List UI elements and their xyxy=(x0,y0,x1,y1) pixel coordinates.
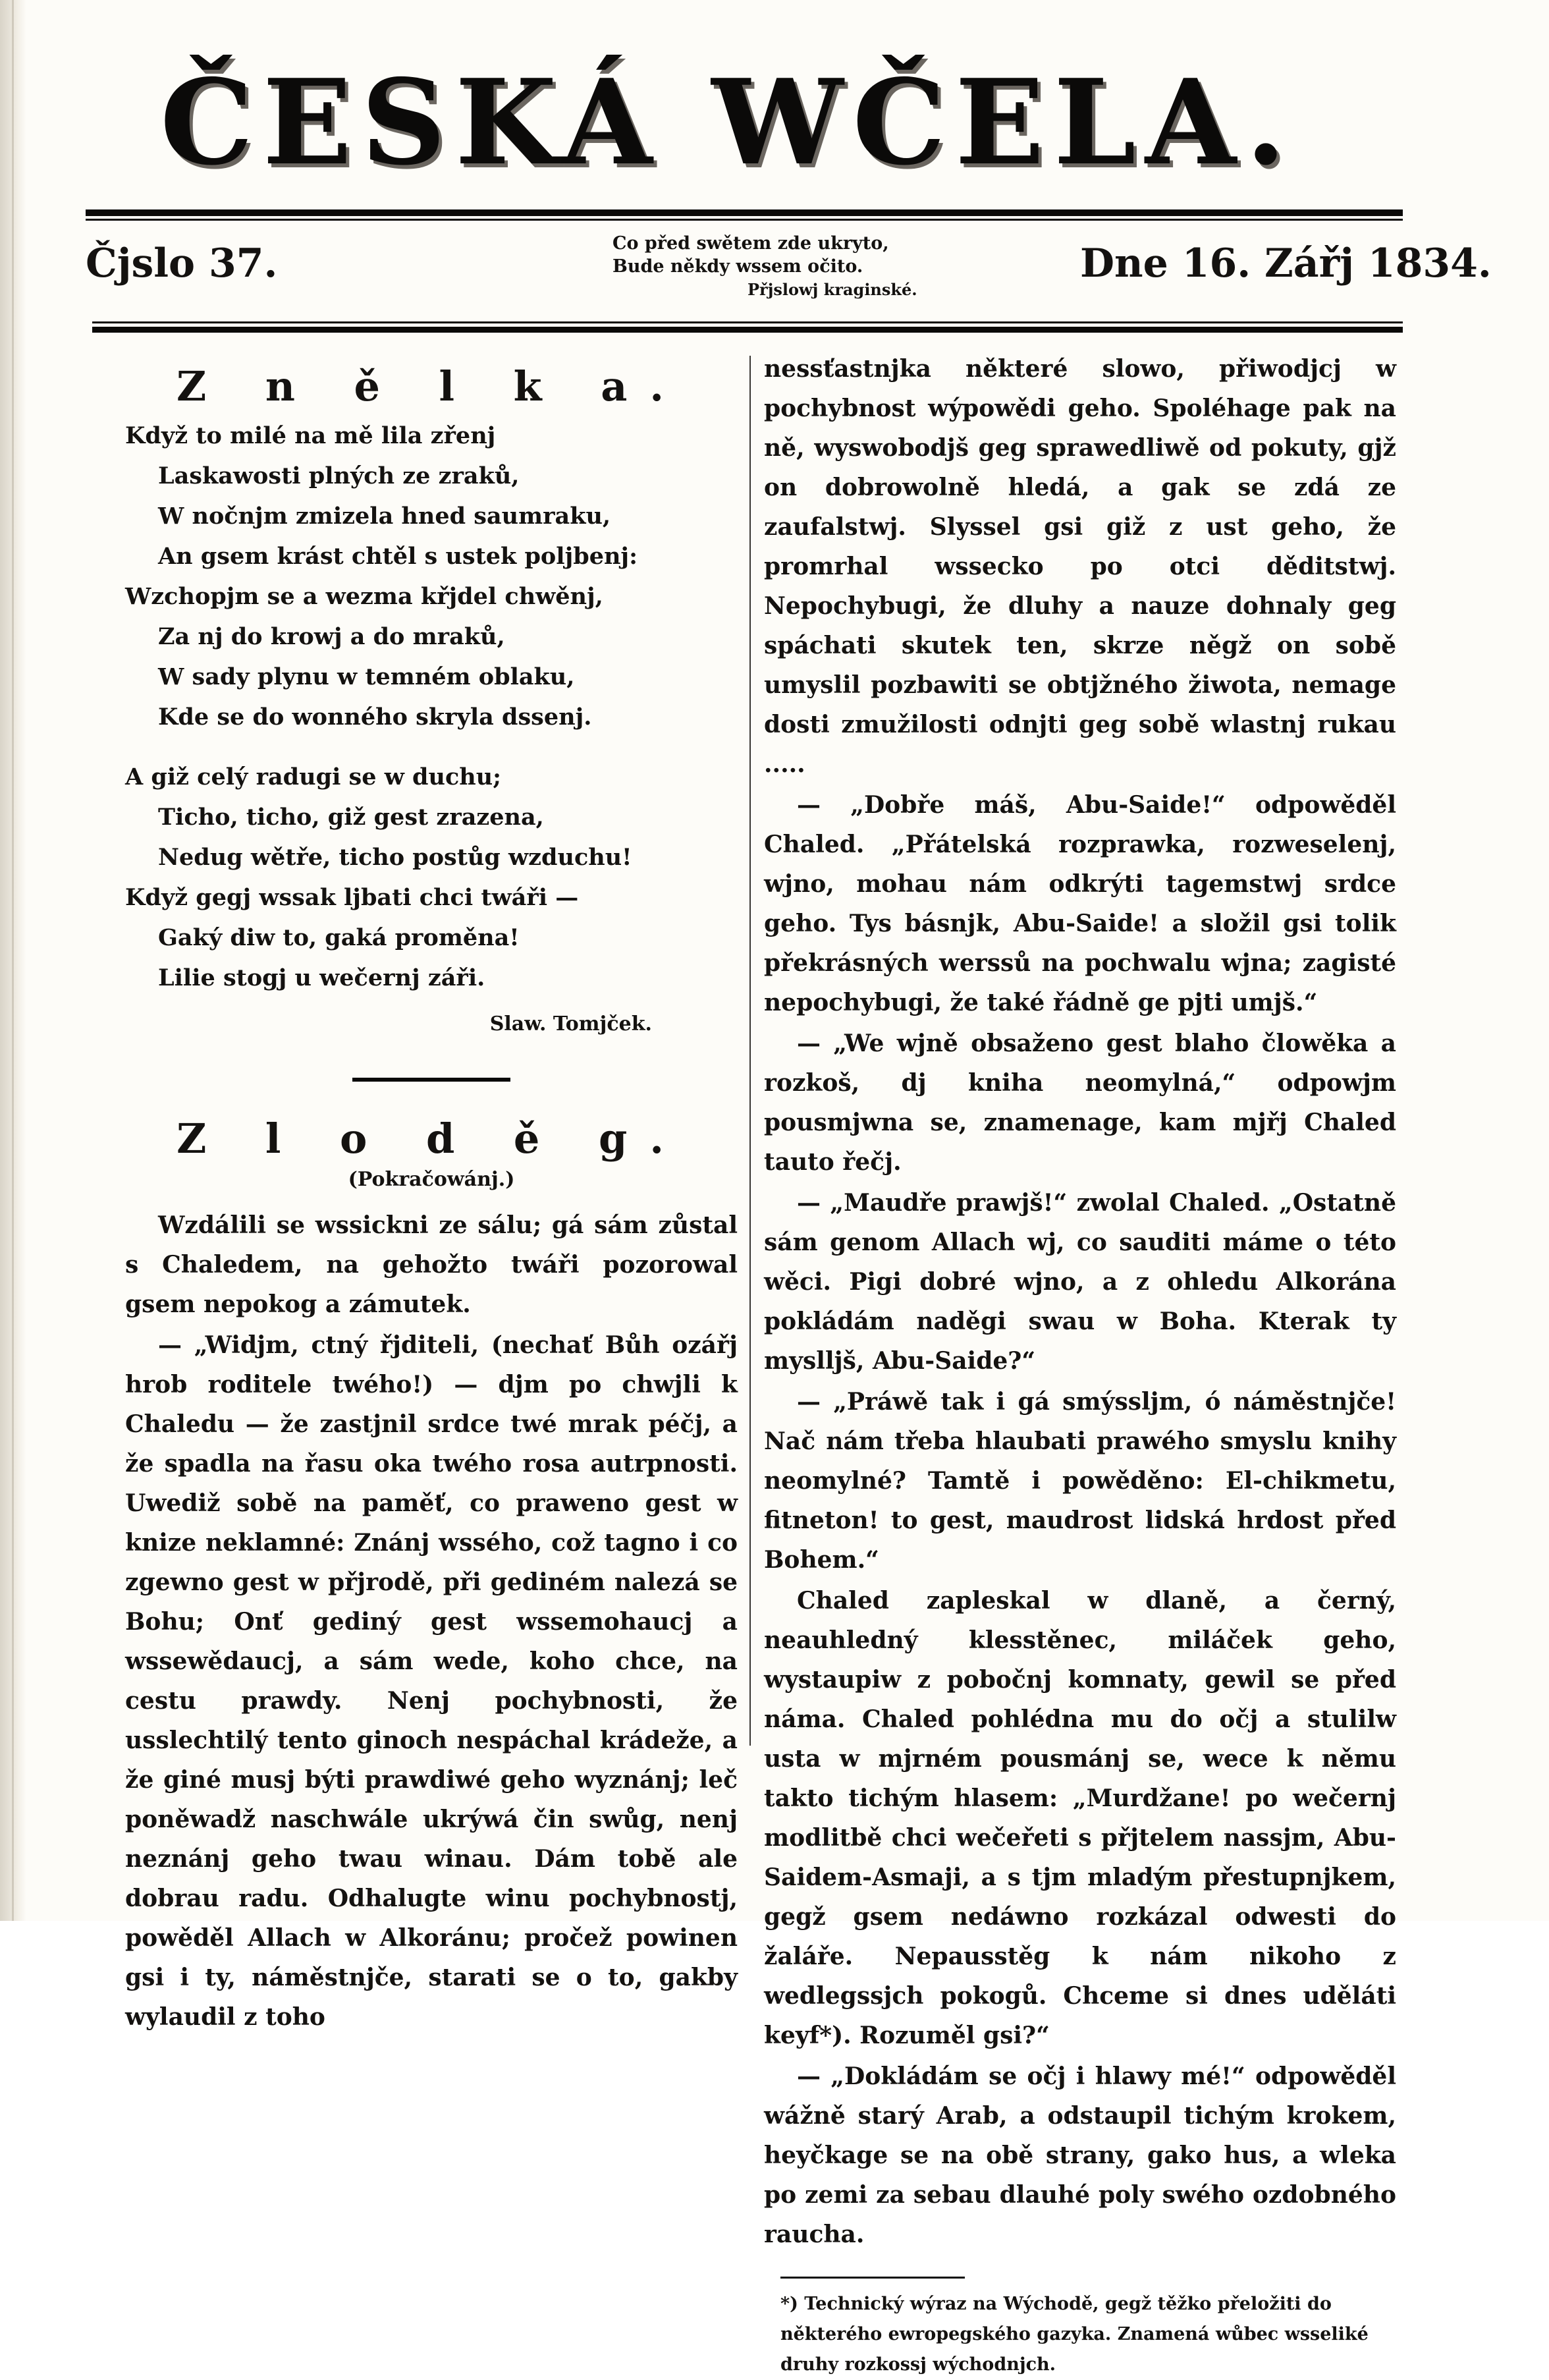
poem-line: Nedug wětře, ticho postůg wzduchu! xyxy=(158,844,632,871)
story-left-text xyxy=(125,1205,738,2037)
issue-number: Čjslo 37. xyxy=(86,240,278,287)
left-column xyxy=(125,349,738,2038)
header-rule-top-thin xyxy=(86,219,1403,221)
motto xyxy=(612,232,929,301)
masthead xyxy=(151,53,1304,191)
poem-line: W nočnjm zmizela hned saumraku, xyxy=(158,503,611,530)
footnote-rule xyxy=(780,2277,965,2279)
paragraph: — „Dokládám se očj i hlawy mé!“ odpowěděl wážně starý Arab, a odstaupil tichým krokem, heyčkage se na obě strany, gako hus, a wleka po zemi za sebau dlauhé poly swého ozdobného raucha. xyxy=(764,2062,1396,2248)
story-title: Z l o d ě g. xyxy=(177,1115,686,1163)
paragraph: Wzdálili se wssickni ze sálu; gá sám zůstal s Chaledem, na gehožto twáři pozorowal gsem nepokog a zámutek. xyxy=(125,1211,738,1318)
poem-line: Wzchopjm se a wezma křjdel chwěnj, xyxy=(125,583,603,610)
poem-title: Z n ě l k a. xyxy=(177,362,686,410)
paragraph: nessťastnjka některé slowo, přiwodjcj w pochybnost wýpowědi geho. Spoléhage pak na ně, wyswobodjš geg sprawedliwě od pokuty, gjž on dobrowolně hledá, a gak se zdá ze zaufalstwj. Slyssel gsi giž z ust geho, že promrhal wssecko po otci děditstwj. Nepochybugi, že dluhy a nauze dohnaly geg spáchati skutek ten, skrze něgž on sobě umyslil pozbawiti se obtjžného žiwota, nemage dosti zmužilosti odnjti geg sobě wlastnj rukau ..... xyxy=(764,355,1396,778)
poem-author: Slaw. Tomjček. xyxy=(489,1012,652,1036)
motto-line-2: Bude někdy wssem očito. xyxy=(612,256,863,277)
right-column xyxy=(764,349,1396,2380)
paragraph: Chaled zapleskal w dlaně, a černý, neauhledný klesstěnec, miláček geho, wystaupiw z pobočnj komnaty, gewil se před náma. Chaled pohlédna mu do očj a stulilw usta w mjrném pousmánj se, wece k němu takto tichým hlasem: „Murdžane! po wečernj modlitbě chci wečeřeti s přjtelem nassjm, Abu-Saidem-Asmaji, a s tjm mladým přestupnjkem, gegž gsem nedáwno rozkázal odwesti do žaláře. Nepausstěg k nám nikoho z wedlegssjch pokogů. Chceme si dnes uděláti keyf*). Rozuměl gsi?“ xyxy=(764,1587,1396,2049)
section-divider xyxy=(352,1078,510,1082)
poem-line: Lilie stogj u wečernj záři. xyxy=(158,964,485,991)
binding-edge xyxy=(0,0,26,1921)
poem-body xyxy=(125,416,738,998)
paragraph: — „Práwě tak i gá smýssljm, ó náměstnjče! Nač nám třeba hlaubati prawého smyslu knihy neomylné? Tamtě i powěděno: El-chikmetu, fitneton! to gest, maudrost lidská hrdost před Bohem.“ xyxy=(764,1388,1396,1574)
poem-line: Kde se do wonného skryla dssenj. xyxy=(158,704,592,731)
issue-date: Dne 16. Zářj 1834. xyxy=(1080,240,1492,287)
story-subtitle: (Pokračowánj.) xyxy=(348,1168,515,1191)
poem-line: An gsem krást chtěl s ustek poljbenj: xyxy=(158,543,638,570)
header-rule-bottom xyxy=(92,327,1403,333)
header-rule-bottom-thin xyxy=(92,321,1403,323)
poem-line: Když gegj wssak ljbati chci twáři — xyxy=(125,884,579,911)
poem-line: Za nj do krowj a do mraků, xyxy=(158,623,505,650)
motto-line-1: Co před swětem zde ukryto, xyxy=(612,233,889,254)
poem-line: A giž celý radugi se w duchu; xyxy=(125,763,502,790)
paragraph: — „Widjm, ctný řjditeli, (nechať Bůh ozářj hrob roditele twého!) — djm po chwjli k Chaledu — že zastjnil srdce twé mrak péčj, a že spadla na řasu oka twého rosa autrpnosti. Uwediž sobě na paměť, co praweno gest w knize neklamné: Znánj wssého, což tagno i co zgewno gest w přjrodě, při gediném nalezá se Bohu; Onť gediný gest wssemohaucj a wssewědaucj, a sám wede, koho chce, na cestu prawdy. Nenj pochybnosti, že usslechtilý tento ginoch nespáchal krádeže, a že giné musj býti prawdiwé geho wyznánj; leč poněwadž naschwále ukrýwá čin swůg, nenj neznánj geho twau winau. Dám tobě ale dobrau radu. Odhalugte winu pochybnostj, powěděl Allach w Alkoránu; pročež powinen gsi i ty, náměstnjče, starati se o to, gakby wylaudil z toho xyxy=(125,1331,738,2031)
header-rule-top xyxy=(86,209,1403,216)
newspaper-title: ČESKÁ WČELA. xyxy=(160,53,1295,191)
paragraph: — „Maudře prawjš!“ zwolal Chaled. „Ostatně sám genom Allach wj, co sauditi máme o této wěci. Pigi dobré wjno, a z ohledu Alkorána pokládám naděgi swau w Boha. Kterak ty myslljš, Abu-Saide?“ xyxy=(764,1189,1396,1375)
poem-line: Gaký diw to, gaká proměna! xyxy=(158,924,520,951)
poem-line: Laskawosti plných ze zraků, xyxy=(158,462,520,489)
paragraph: — „Dobře máš, Abu-Saide!“ odpowěděl Chaled. „Přátelská rozprawka, rozweselenj, wjno, mohau nám odkrýti tagemstwj srdce geho. Tys básnjk, Abu-Saide! a složil gsi tolik překrásných werssů na pochwalu wjna; zagisté nepochybugi, že také řádně ge pjti umjš.“ xyxy=(764,791,1396,1016)
story-right-text xyxy=(764,349,1396,2254)
paragraph: — „We wjně obsaženo gest blaho člowěka a rozkoš, dj kniha neomylná,“ odpowjm pousmjwna se, znamenage, kam mjřj Chaled tauto řečj. xyxy=(764,1030,1396,1176)
motto-source: Přjslowj kraginské. xyxy=(747,280,917,299)
poem-line: Ticho, ticho, giž gest zrazena, xyxy=(158,804,544,831)
poem-line: W sady plynu w temném oblaku, xyxy=(158,663,575,690)
column-divider xyxy=(749,356,751,1746)
footnote: *) Technický wýraz na Wýchodě, gegž těžko přeložiti do některého ewropegského gazyka. Znamená wůbec wsseliké druhy rozkossj wýchodnjch. xyxy=(780,2294,1369,2375)
poem-line: Když to milé na mě lila zřenj xyxy=(125,422,496,449)
